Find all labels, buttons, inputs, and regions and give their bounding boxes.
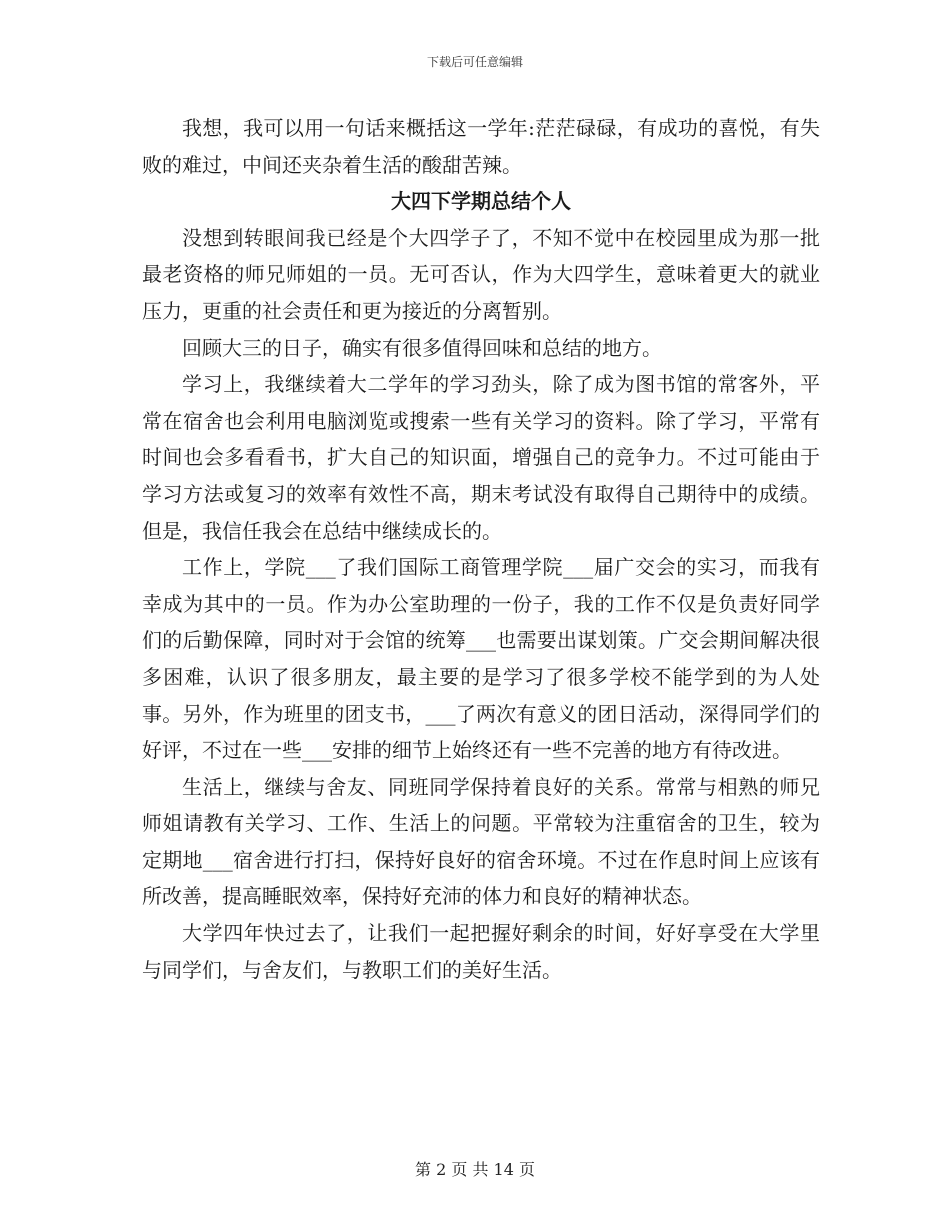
document-body <box>142 110 820 988</box>
intro-paragraph: 我想，我可以用一句话来概括这一学年:茫茫碌碌，有成功的喜悦，有失败的难过，中间还夹杂着生活的酸甜苦辣。 <box>142 116 820 177</box>
paragraph-review: 回顾大三的日子，确实有很多值得回味和总结的地方。 <box>182 335 662 360</box>
paragraph-closing: 大学四年快过去了，让我们一起把握好剩余的时间，好好享受在大学里与同学们，与舍友们，与教职工们的美好生活。 <box>142 921 820 982</box>
page-number: 第 2 页 共 14 页 <box>415 1160 535 1179</box>
page-header: 下载后可任意编辑 <box>426 55 523 69</box>
paragraph-opening: 没想到转眼间我已经是个大四学子了，不知不觉中在校园里成为那一批最老资格的师兄师姐的一员。无可否认，作为大四学生，意味着更大的就业压力，更重的社会责任和更为接近的分离暂别。 <box>142 225 820 323</box>
paragraph-study: 学习上，我继续着大二学年的学习劲头，除了成为图书馆的常客外，平常在宿舍也会利用电脑浏览或搜索一些有关学习的资料。除了学习，平常有时间也会多看看书，扩大自己的知识面，增强自己的竞争力。不过可能由于学习方法或复习的效率有效性不高，期末考试没有取得自己期待中的成绩。但是，我信任我会在总结中继续成长的。 <box>142 372 820 543</box>
section-title: 大四下学期总结个人 <box>391 189 571 214</box>
paragraph-life: 生活上，继续与舍友、同班同学保持着良好的关系。常常与相熟的师兄师姐请教有关学习、工作、生活上的问题。平常较为注重宿舍的卫生，较为定期地___宿舍进行打扫，保持好良好的宿舍环境。不过在作息时间上应该有所改善，提高睡眠效率，保持好充沛的体力和良好的精神状态。 <box>142 774 820 909</box>
paragraph-work: 工作上，学院___了我们国际工商管理学院___届广交会的实习，而我有幸成为其中的一员。作为办公室助理的一份子，我的工作不仅是负责好同学们的后勤保障，同时对于会馆的统筹___也需要出谋划策。广交会期间解决很多困难，认识了很多朋友，最主要的是学习了很多学校不能学到的为人处事。另外，作为班里的团支书，___了两次有意义的团日活动，深得同学们的好评，不过在一些___安排的细节上始终还有一些不完善的地方有待改进。 <box>142 555 820 763</box>
